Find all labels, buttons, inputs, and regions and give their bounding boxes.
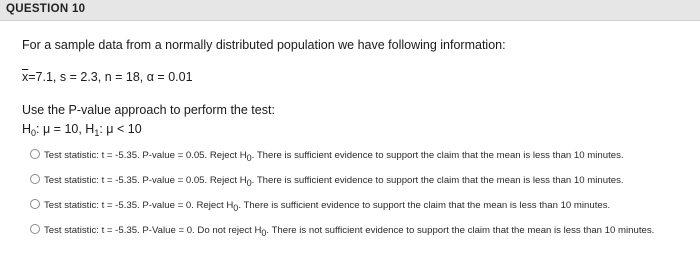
answer-option-1-text: Test statistic: t = -5.35. P-value = 0.05. Reject H0. There is sufficient evidence to support the claim that the mean is less than 10 minutes.: [44, 150, 624, 163]
answer-option-2-text: Test statistic: t = -5.35. P-value = 0.05. Reject H0. There is sufficient evidence to support the claim that the mean is less than 10 minutes.: [44, 175, 624, 188]
radio-button-2[interactable]: [30, 174, 40, 184]
question-prompt: Use the P-value approach to perform the test:: [22, 103, 275, 117]
question-intro: For a sample data from a normally distributed population we have following information:: [22, 38, 506, 52]
radio-button-1[interactable]: [30, 149, 40, 159]
given-values: [22, 70, 193, 84]
answer-option-3-text: Test statistic: t = -5.35. P-value = 0. Reject H0. There is sufficient evidence to support the claim that the mean is less than 10 minutes.: [44, 200, 611, 213]
h1-text: : μ < 10: [99, 122, 142, 136]
given-values-text: =7.1, s = 2.3, n = 18, α = 0.01: [28, 70, 193, 84]
sample-mean-symbol: $\overline{x}$: [22, 70, 29, 84]
answer-option-4-text: Test statistic: t = -5.35. P-Value = 0. Do not reject H0. There is not sufficient evidence to support the claim that the mean is less than 10 minutes.: [44, 225, 655, 238]
question-body: [0, 21, 700, 280]
hypotheses: [22, 122, 142, 138]
h0-letter: H: [22, 122, 32, 136]
question-title: QUESTION 10: [6, 3, 86, 15]
h1-subscript: 1: [94, 128, 100, 138]
radio-button-4[interactable]: [30, 224, 40, 234]
radio-button-3[interactable]: [30, 199, 40, 209]
question-header: [0, 0, 700, 21]
hypotheses-text: : μ = 10, H: [36, 122, 95, 136]
h0-subscript: 0: [31, 128, 37, 138]
